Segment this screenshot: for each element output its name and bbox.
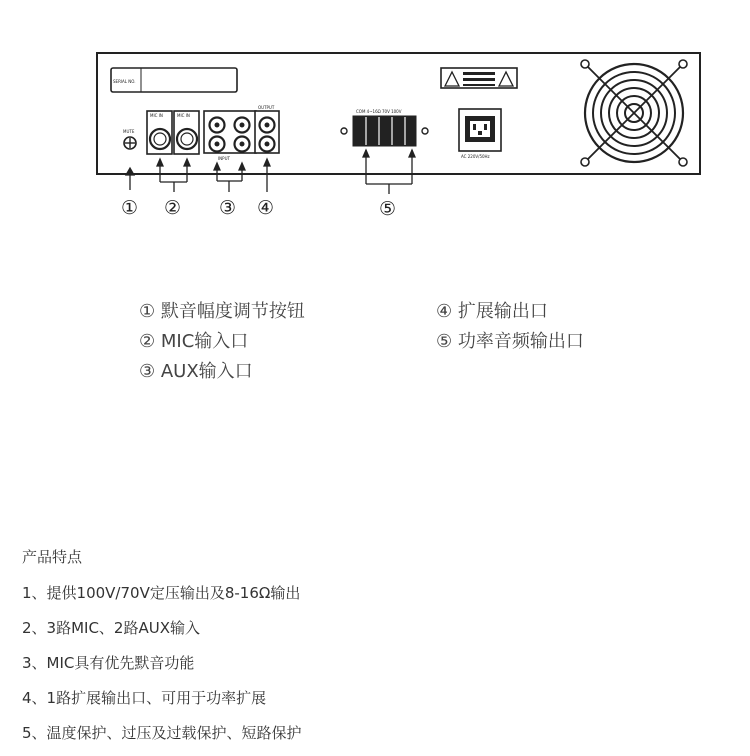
input-label: INPUT — [218, 156, 230, 161]
feature-item-5: 5、温度保护、过压及过载保护、短路保护 — [22, 724, 302, 742]
mic-input-2[interactable] — [174, 111, 199, 154]
legend-item-2: ② MIC输入口 — [139, 331, 249, 352]
output-label: OUTPUT — [258, 105, 275, 110]
legend-item-5: ⑤ 功率音频输出口 — [436, 331, 584, 352]
speaker-terminal-label: COM 4~16Ω 70V 100V — [356, 109, 402, 114]
svg-text:MIC IN: MIC IN — [150, 113, 163, 118]
svg-text:MIC IN: MIC IN — [177, 113, 190, 118]
marker-2: ② — [164, 197, 182, 219]
aux-input-jacks[interactable] — [204, 111, 256, 153]
mic-input-1[interactable] — [147, 111, 172, 154]
features-title: 产品特点 — [22, 548, 83, 566]
ac-power-socket[interactable] — [459, 109, 501, 151]
serial-label: SERIAL NO. — [113, 79, 136, 84]
rear-panel-diagram — [0, 0, 750, 240]
marker-1: ① — [121, 197, 139, 219]
feature-item-2: 2、3路MIC、2路AUX输入 — [22, 619, 200, 637]
mute-label: MUTE — [123, 129, 135, 134]
legend-item-4: ④ 扩展输出口 — [436, 301, 548, 322]
legend-item-1: ① 默音幅度调节按钮 — [139, 301, 305, 322]
warning-label — [441, 68, 517, 88]
feature-item-1: 1、提供100V/70V定压输出及8-16Ω输出 — [22, 584, 301, 602]
marker-3: ③ — [219, 197, 237, 219]
mute-knob[interactable] — [124, 137, 136, 149]
legend-item-3: ③ AUX输入口 — [139, 361, 253, 382]
extension-output-jacks[interactable] — [255, 111, 279, 153]
fan-grille-icon — [578, 60, 690, 168]
marker-4: ④ — [257, 197, 275, 219]
feature-item-3: 3、MIC具有优先默音功能 — [22, 654, 195, 672]
ac-label: AC 220V/50Hz — [461, 154, 490, 159]
feature-item-4: 4、1路扩展输出口、可用于功率扩展 — [22, 689, 267, 707]
speaker-terminal-block[interactable] — [341, 116, 428, 146]
marker-5: ⑤ — [379, 198, 397, 220]
